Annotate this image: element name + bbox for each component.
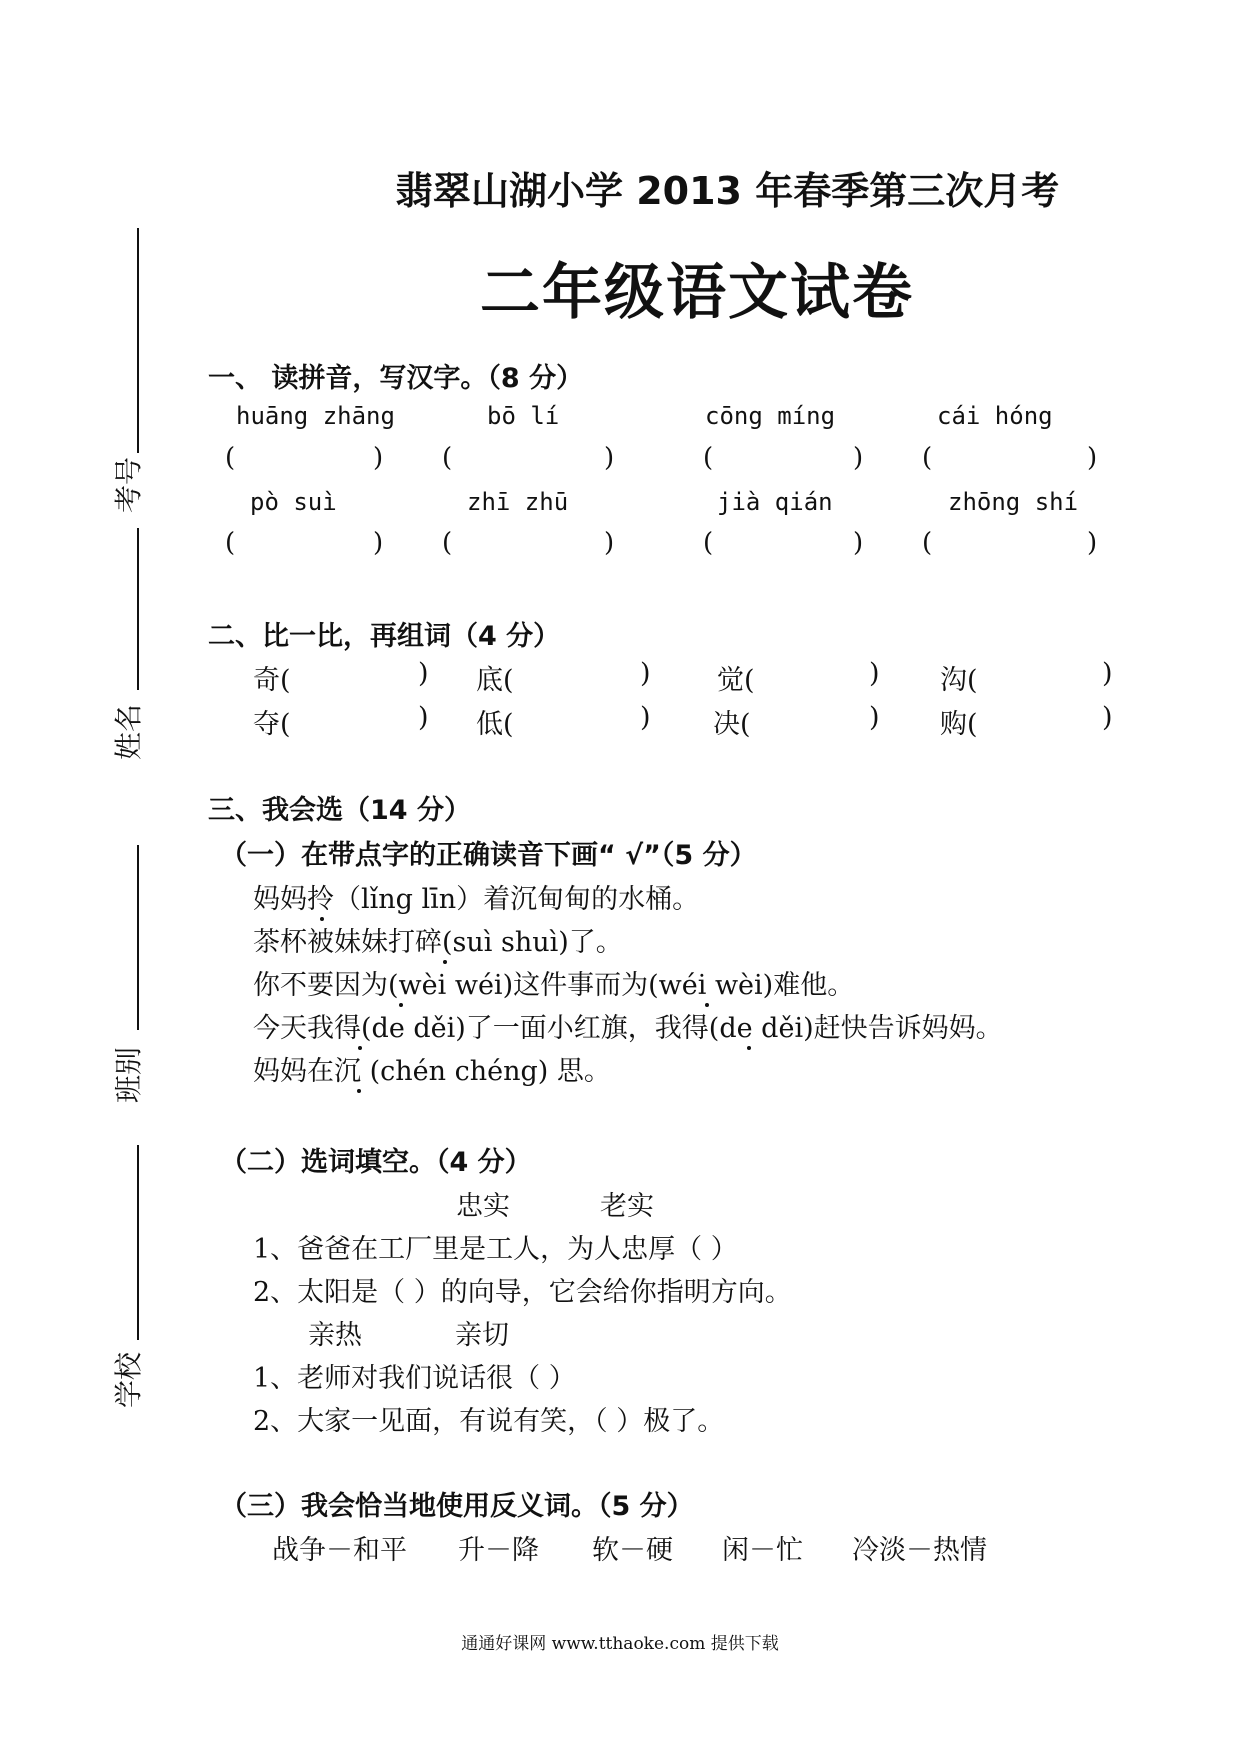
answer-paren-open: ( — [225, 528, 236, 558]
pinyin-2-4: zhōng shí — [948, 488, 1079, 516]
answer-paren-open: ( — [922, 443, 933, 473]
section1-title: 一、 读拼音，写汉字。（8 分） — [208, 363, 584, 394]
label-school: 学校 — [112, 1352, 145, 1409]
compare-close: ) — [869, 702, 880, 733]
antonym-pair-5: 冷淡－热情 — [852, 1535, 987, 1566]
label-class: 班别 — [112, 1047, 145, 1104]
compare-close: ) — [1102, 702, 1113, 733]
compare-close: ) — [418, 702, 429, 733]
emphasis-dot — [358, 1046, 362, 1050]
label-exam-no: 考号 — [112, 457, 145, 514]
antonym-pair-4: 闲－忙 — [722, 1535, 803, 1566]
answer-paren-close: ) — [853, 528, 864, 558]
reading-line-5: 妈妈在沉 (chén chéng) 思。 — [253, 1056, 611, 1087]
margin-line-exam-no — [137, 228, 139, 453]
antonym-pair-2: 升－降 — [458, 1535, 539, 1566]
answer-paren-close: ) — [853, 443, 864, 473]
fill-line-3: 1、老师对我们说话很（ ） — [253, 1363, 576, 1394]
exam-title-line1: 翡翠山湖小学 2013 年春季第三次月考 — [395, 169, 1060, 213]
compare-char-1-1: 奇( — [253, 665, 291, 696]
answer-paren-close: ) — [373, 443, 384, 473]
compare-close: ) — [640, 702, 651, 733]
antonym-pair-3: 软－硬 — [592, 1535, 673, 1566]
fill-line-2: 2、太阳是（ ）的向导，它会给你指明方向。 — [253, 1277, 792, 1308]
fill-line-4: 2、大家一见面，有说有笑，（ ）极了。 — [253, 1406, 725, 1437]
reading-line-3: 你不要因为(wèi wéi)这件事而为(wéi wèi)难他。 — [253, 970, 855, 1001]
margin-line-name — [137, 528, 139, 690]
section3-part1-title: （一）在带点字的正确读音下画“ √”（5 分） — [220, 840, 757, 871]
emphasis-dot — [747, 1046, 751, 1050]
answer-paren-open: ( — [703, 528, 714, 558]
answer-paren-open: ( — [703, 443, 714, 473]
compare-char-1-2: 底( — [476, 665, 514, 696]
margin-line-class — [137, 845, 139, 1030]
word-choice-2a: 亲热 — [308, 1320, 362, 1351]
emphasis-dot — [399, 1003, 403, 1007]
pinyin-1-3: cōng míng — [705, 402, 836, 430]
reading-line-4: 今天我得(de děi)了一面小红旗，我得(de děi)赶快告诉妈妈。 — [253, 1013, 1003, 1044]
word-choice-2b: 亲切 — [455, 1320, 509, 1351]
compare-close: ) — [418, 658, 429, 689]
pinyin-1-1: huāng zhāng — [236, 402, 395, 430]
word-choice-1b: 老实 — [600, 1191, 654, 1222]
answer-paren-close: ) — [604, 443, 615, 473]
antonym-pair-1: 战争－和平 — [272, 1535, 407, 1566]
reading-line-2: 茶杯被妹妹打碎(suì shuì)了。 — [253, 927, 623, 958]
pinyin-1-2: bō lí — [487, 402, 560, 430]
exam-title-line2: 二年级语文试卷 — [480, 258, 914, 328]
answer-paren-open: ( — [442, 443, 453, 473]
answer-paren-close: ) — [373, 528, 384, 558]
emphasis-dot — [705, 1003, 709, 1007]
emphasis-dot — [443, 960, 447, 964]
compare-char-2-4: 购( — [940, 709, 978, 740]
compare-close: ) — [640, 658, 651, 689]
compare-char-2-3: 决( — [713, 709, 751, 740]
compare-char-1-3: 觉( — [717, 665, 755, 696]
answer-paren-close: ) — [1087, 528, 1098, 558]
section2-title: 二、比一比，再组词（4 分） — [208, 621, 561, 652]
answer-paren-open: ( — [225, 443, 236, 473]
answer-paren-close: ) — [604, 528, 615, 558]
answer-paren-open: ( — [442, 528, 453, 558]
pinyin-1-4: cái hóng — [937, 402, 1053, 430]
pinyin-2-2: zhī zhū — [467, 488, 569, 516]
fill-line-1: 1、爸爸在工厂里是工人，为人忠厚（ ） — [253, 1234, 738, 1265]
compare-char-1-4: 沟( — [940, 665, 978, 696]
compare-close: ) — [869, 658, 880, 689]
compare-close: ) — [1102, 658, 1113, 689]
pinyin-2-3: jià qián — [717, 488, 833, 516]
answer-paren-close: ) — [1087, 443, 1098, 473]
emphasis-dot — [357, 1089, 361, 1093]
section3-part3-title: （三）我会恰当地使用反义词。（5 分） — [220, 1491, 694, 1522]
section3-part2-title: （二）选词填空。（4 分） — [220, 1147, 532, 1178]
margin-line-school — [137, 1145, 139, 1340]
section3-title: 三、我会选（14 分） — [208, 795, 471, 826]
footer-source: 通通好课网 www.tthaoke.com 提供下载 — [461, 1634, 779, 1654]
pinyin-2-1: pò suì — [250, 488, 337, 516]
answer-paren-open: ( — [922, 528, 933, 558]
word-choice-1a: 忠实 — [456, 1191, 510, 1222]
label-name: 姓名 — [112, 704, 145, 761]
reading-line-1: 妈妈拎（lǐng līn）着沉甸甸的水桶。 — [253, 884, 700, 915]
emphasis-dot — [320, 917, 324, 921]
compare-char-2-2: 低( — [476, 709, 514, 740]
compare-char-2-1: 夺( — [253, 709, 291, 740]
